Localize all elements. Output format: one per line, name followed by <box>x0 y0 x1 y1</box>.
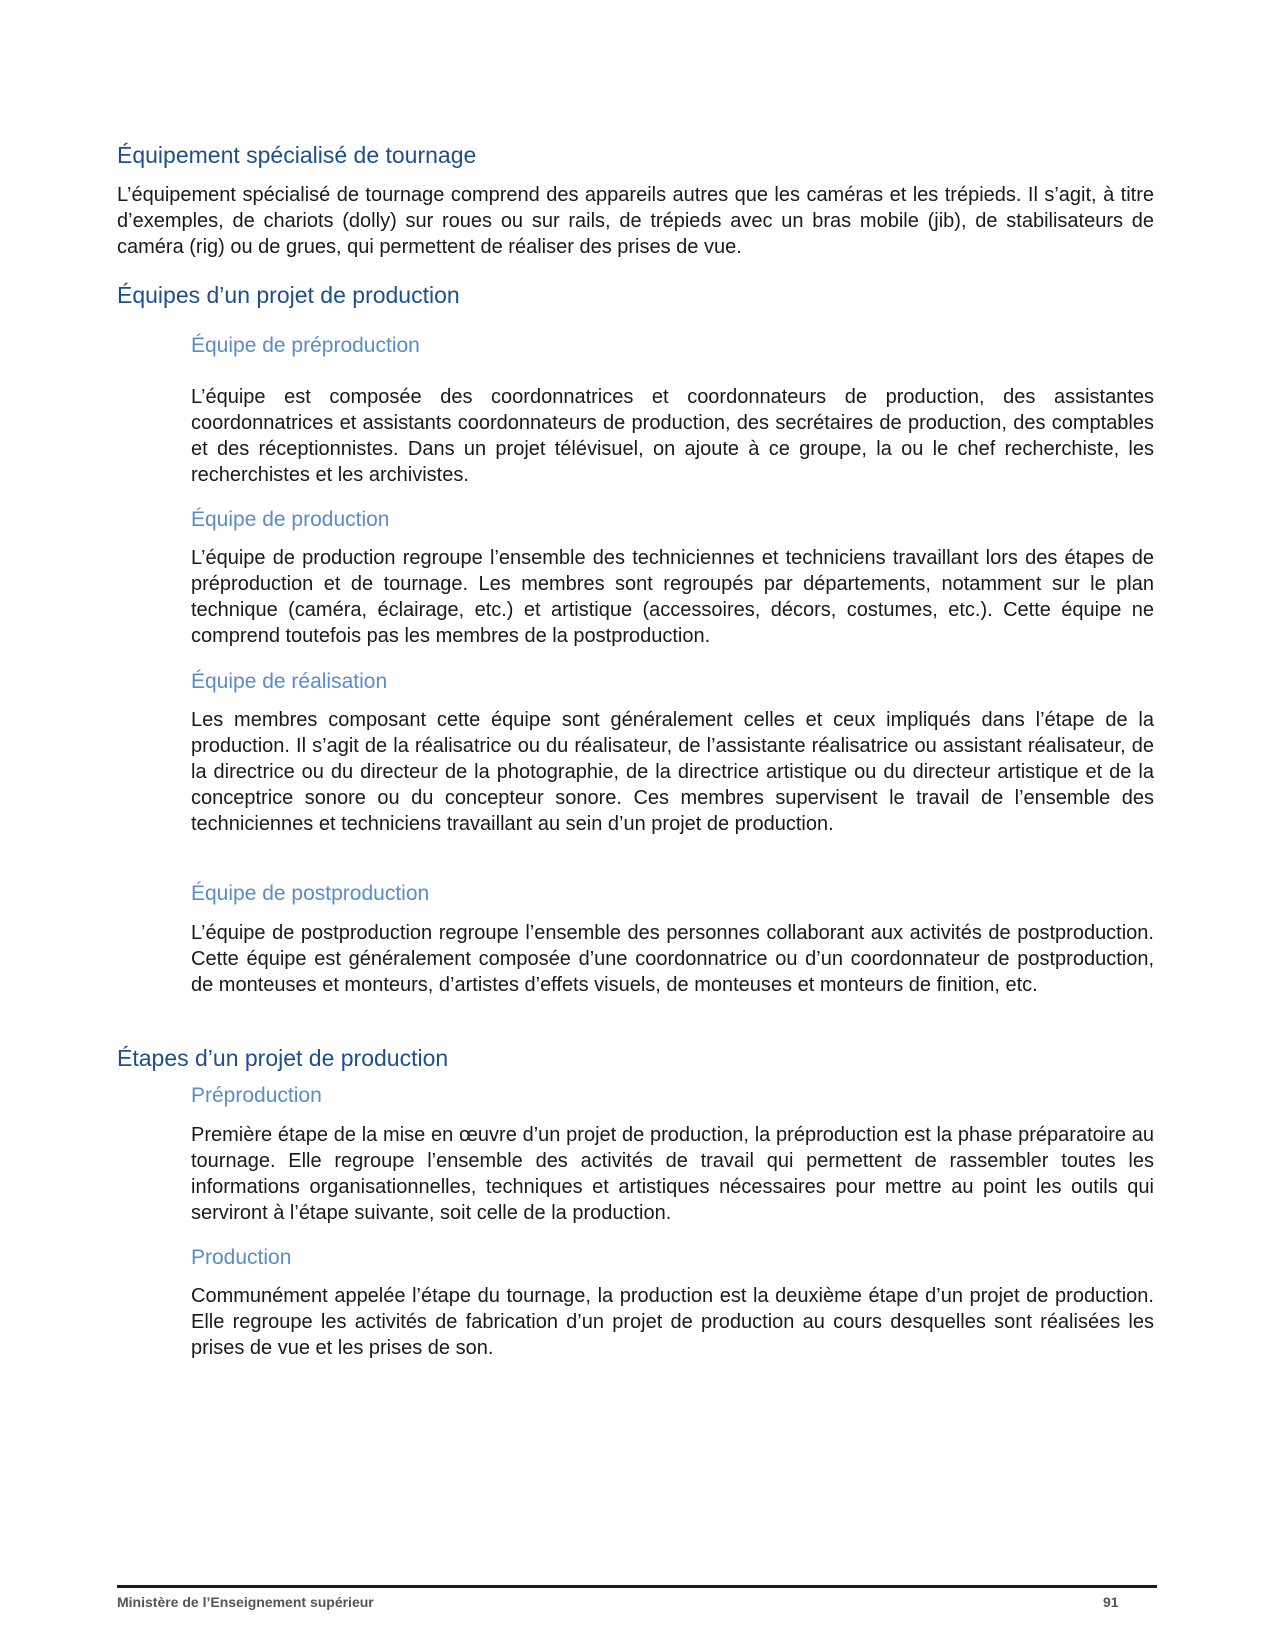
paragraph-etape-production: Communément appelée l’étape du tournage, la production est la deuxième étape d’un projet de production. Elle regroupe les activités de fabrication d’un projet de production au cours desquelles sont réalisées les prises de vue et les prises de son. <box>191 1285 1154 1359</box>
paragraph-equipe-postproduction: L’équipe de postproduction regroupe l’ensemble des personnes collaborant aux activités de postproduction. Cette équipe est généralement composée d’une coordonnatrice ou d’un coordonnateur de postproduction, de monteuses et monteurs, d’artistes d’effets visuels, de monteuses et monteurs de finition, etc. <box>191 922 1154 996</box>
heading-etape-preproduction: Préproduction <box>191 1084 322 1107</box>
paragraph-etape-preproduction: Première étape de la mise en œuvre d’un projet de production, la préproduction est la phase préparatoire au tournage. Elle regroupe l’ensemble des activités de travail qui permettent de rassembler toutes les informations organisationnelles, techniques et artistiques nécessaires pour mettre au point les outils qui serviront à l’étape suivante, soit celle de la production. <box>191 1124 1154 1224</box>
paragraph-equipement-specialise: L’équipement spécialisé de tournage comprend des appareils autres que les caméras et les trépieds. Il s’agit, à titre d’exemples, de chariots (dolly) sur roues ou sur rails, de trépieds avec un bras mobile (jib), de stabilisateurs de caméra (rig) ou de grues, qui permettent de réaliser des prises de vue. <box>117 184 1154 258</box>
footer-page-number: 91 <box>1103 1594 1119 1610</box>
heading-etape-production: Production <box>191 1246 292 1269</box>
paragraph-equipe-realisation: Les membres composant cette équipe sont généralement celles et ceux impliqués dans l’étape de la production. Il s’agit de la réalisatrice ou du réalisateur, de l’assistante réalisatrice ou assistant réalisateur, de la directrice ou du directeur de la photographie, de la directrice artistique ou du directeur artistique et de la conceptrice sonore ou du concepteur sonore. Ces membres supervisent le travail de l’ensemble des techniciennes et techniciens travaillant au sein d’un projet de production. <box>191 709 1154 835</box>
paragraph-equipe-preproduction: L’équipe est composée des coordonnatrices et coordonnateurs de production, des assistantes coordonnatrices et assistants coordonnateurs de production, des secrétaires de production, des comptables et des réceptionnistes. Dans un projet télévisuel, on ajoute à ce groupe, la ou le chef recherchiste, les recherchistes et les archivistes. <box>191 386 1154 486</box>
heading-equipe-realisation: Équipe de réalisation <box>191 670 388 693</box>
heading-equipe-postproduction: Équipe de postproduction <box>191 882 430 905</box>
heading-equipe-preproduction: Équipe de préproduction <box>191 334 420 357</box>
heading-equipes: Équipes d’un projet de production <box>117 282 460 308</box>
paragraph-equipe-production: L’équipe de production regroupe l’ensemble des techniciennes et techniciens travaillant lors des étapes de préproduction et de tournage. Les membres sont regroupés par départements, notamment sur le plan technique (caméra, éclairage, etc.) et artistique (accessoires, décors, costumes, etc.). Cette équipe ne comprend toutefois pas les membres de la postproduction. <box>191 547 1154 647</box>
footer-organization: Ministère de l’Enseignement supérieur <box>117 1594 374 1610</box>
heading-equipement-specialise: Équipement spécialisé de tournage <box>117 142 477 168</box>
footer-divider <box>117 1585 1157 1588</box>
heading-equipe-production: Équipe de production <box>191 508 390 531</box>
heading-etapes: Étapes d’un projet de production <box>117 1045 449 1071</box>
